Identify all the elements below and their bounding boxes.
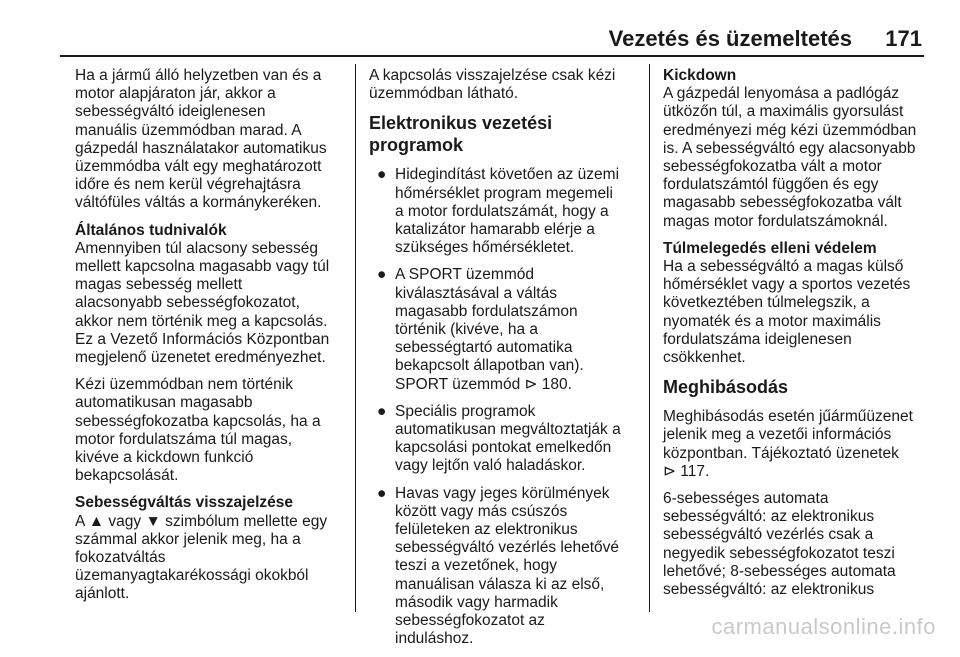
text-line: is. A sebességváltó egy alacsonyabb	[663, 139, 916, 157]
text-line: ajánlott.	[75, 585, 130, 603]
text-line: vagy lejtőn való haladáskor.	[395, 457, 586, 475]
text-line: kiválasztásával a váltás	[395, 284, 557, 302]
text-line: A SPORT üzemmód	[395, 266, 534, 284]
text-line: között vagy más csúszós	[395, 502, 568, 520]
text-line: magas motor fordulatszámoknál.	[663, 212, 888, 230]
text-line: felületeken az elektronikus	[395, 521, 578, 539]
watermark-text: carmanualsonline.info	[711, 614, 936, 639]
subheading-general-info: Általános tudnivalók	[75, 221, 227, 239]
text-line: Ha a jármű álló helyzetben van és a	[75, 67, 322, 84]
text-line: ütközőn túl, a maximális gyorsulást	[663, 103, 904, 121]
text-line: második vagy harmadik	[395, 593, 558, 611]
paragraph	[75, 67, 347, 213]
section-title-electronic-programs: Elektronikus vezetési programok	[369, 113, 553, 156]
text-line: központban. Tájékoztató üzenetek	[663, 444, 899, 462]
text-line: szükséges hőmérsékletet.	[395, 239, 575, 257]
text-line: csökkenhet.	[663, 349, 746, 367]
page-title: Vezetés és üzemeltetés	[608, 26, 852, 51]
text-line: Hidegindítást követően az üzemi	[395, 166, 620, 184]
subheading-overheat-protection: Túlmelegedés elleni védelem	[663, 239, 877, 257]
text-line: kivéve a kickdown funkció	[75, 449, 254, 467]
text-line: fordulatszáma ideiglenesen	[663, 330, 852, 348]
section-title-malfunction: Meghibásodás	[663, 377, 789, 398]
text-line: automatikusan megváltoztatják a	[395, 421, 621, 439]
paragraph	[663, 85, 935, 231]
text-line: manuálisan válasza ki az első,	[395, 575, 605, 593]
text-line: kapcsolási pontokat emelkedőn	[395, 439, 612, 457]
text-line: ⊳ 117.	[663, 462, 710, 480]
text-line: váltófüles váltás a kormánykeréken.	[75, 194, 322, 212]
text-line: sebességfokozatba vált a motor	[663, 158, 882, 176]
text-line: fordulatszámtól függően és egy	[663, 176, 879, 194]
paragraph	[663, 258, 935, 367]
column-divider-1	[355, 64, 356, 612]
text-line: akkor nem történik meg a kapcsolás.	[75, 312, 328, 330]
text-line: lehetővé; 8-sebességes automata	[663, 562, 896, 580]
text-line: teszi a vezetőnek, hogy	[395, 557, 557, 575]
text-line: katalizátor hamarabb elérje a	[395, 221, 595, 239]
paragraph	[369, 67, 637, 103]
text-line: Amennyiben túl alacsony sebesség	[75, 239, 318, 257]
text-line: magasabb fordulatszámon	[395, 302, 578, 320]
text-line: sebességtartó automatika	[395, 339, 573, 357]
bullet-icon: ●	[377, 166, 387, 184]
text-line: motor fordulatszáma túl magas,	[75, 430, 293, 448]
text-line: Ez a Vezető Információs Központban	[75, 330, 330, 348]
text-line: induláshoz.	[395, 630, 474, 648]
text-line: megjelenő üzenetet eredményezhet.	[75, 349, 326, 367]
text-line: következtében túlmelegszik, a	[663, 294, 870, 312]
text-line: mellett kapcsolna magasabb vagy túl	[75, 258, 330, 276]
column-2	[369, 67, 637, 657]
text-line: A gázpedál lenyomása a padlógáz	[663, 85, 900, 103]
text-line: történik (kivéve, ha a	[395, 321, 539, 339]
header-divider	[60, 55, 924, 57]
paragraph	[75, 376, 347, 485]
column-1	[75, 67, 347, 613]
list-item	[369, 403, 637, 476]
text-line: eredményezi még kézi üzemmódban	[663, 121, 917, 139]
text-line: Havas vagy jeges körülmények	[395, 484, 610, 502]
paragraph	[75, 240, 347, 367]
text-line: sebességváltó ideiglenesen	[75, 103, 266, 121]
text-line: bekapcsolt állapotban van).	[395, 357, 584, 375]
text-line: üzemmódban látható.	[369, 85, 519, 103]
bullet-icon: ●	[377, 266, 387, 284]
text-line: motor alapjáraton jár, akkor a	[75, 85, 276, 103]
text-line: Speciális programok	[395, 402, 536, 420]
list-item-text	[395, 403, 637, 476]
text-line: hőmérséklet program megemeli	[395, 184, 613, 202]
list-item	[369, 166, 637, 257]
text-line: sebességváltó vezérlés csak a	[663, 526, 874, 544]
text-line: sebességfokozatot az	[395, 612, 545, 630]
list-item	[369, 266, 637, 393]
text-line: jelenik meg a vezetői információs	[663, 426, 892, 444]
text-line: üzemmódba vált egy meghatározott	[75, 158, 322, 176]
bullet-list	[369, 166, 637, 648]
text-line: negyedik sebességfokozatot teszi	[663, 544, 895, 562]
text-line: sebességváltó vezérlés lehetővé	[395, 539, 620, 557]
list-item-text	[395, 166, 637, 257]
list-item	[369, 485, 637, 649]
text-line: Kézi üzemmódban nem történik	[75, 376, 293, 394]
page-number: 171	[885, 26, 922, 51]
paragraph	[75, 513, 347, 604]
text-line: sebességváltó: az elektronikus	[663, 581, 875, 599]
text-line: időre és nem kerül végrehajtásra	[75, 176, 301, 194]
text-line: a motor fordulatszámát, hogy a	[395, 202, 609, 220]
paragraph	[663, 490, 935, 599]
text-line: SPORT üzemmód ⊳ 180.	[395, 375, 572, 393]
text-line: Meghibásodás esetén jűárműüzenet	[663, 408, 913, 426]
text-line: bekapcsolását.	[75, 467, 179, 485]
subheading-shift-indicator: Sebességváltás visszajelzése	[75, 494, 294, 512]
column-3	[663, 67, 935, 608]
text-line: Ha a sebességváltó a magas külső	[663, 258, 904, 276]
bullet-icon: ●	[377, 484, 387, 502]
text-line: magas sebesség mellett	[75, 276, 243, 294]
text-line: sebességváltó: az elektronikus	[663, 508, 875, 526]
text-line: A ▲ vagy ▼ szimbólum mellette egy	[75, 512, 328, 530]
bullet-icon: ●	[377, 402, 387, 420]
text-line: hőmérséklet vagy a sportos vezetés	[663, 276, 911, 294]
text-line: gázpedál használatakor automatikus	[75, 139, 327, 157]
paragraph	[663, 408, 935, 481]
text-line: sebességfokozatba kapcsolás, ha a	[75, 412, 321, 430]
text-line: magasabb sebességfokozatba vált	[663, 194, 902, 212]
text-line: manuális üzemmódban marad. A	[75, 121, 302, 139]
text-line: 6-sebességes automata	[663, 490, 829, 508]
text-line: nyomaték és a motor maximális	[663, 312, 881, 330]
subheading-kickdown: Kickdown	[663, 67, 737, 84]
list-item-text	[395, 485, 637, 649]
text-line: fokozatváltás	[75, 549, 166, 567]
page-header	[0, 0, 960, 58]
column-divider-2	[649, 64, 650, 612]
text-line: üzemanyagtakarékossági okokból	[75, 567, 309, 585]
list-item-text	[395, 266, 637, 393]
text-line: A kapcsolás visszajelzése csak kézi	[369, 67, 616, 84]
text-line: automatikusan magasabb	[75, 394, 253, 412]
text-line: alacsonyabb sebességfokozatot,	[75, 294, 300, 312]
text-line: számmal akkor jelenik meg, ha a	[75, 530, 301, 548]
